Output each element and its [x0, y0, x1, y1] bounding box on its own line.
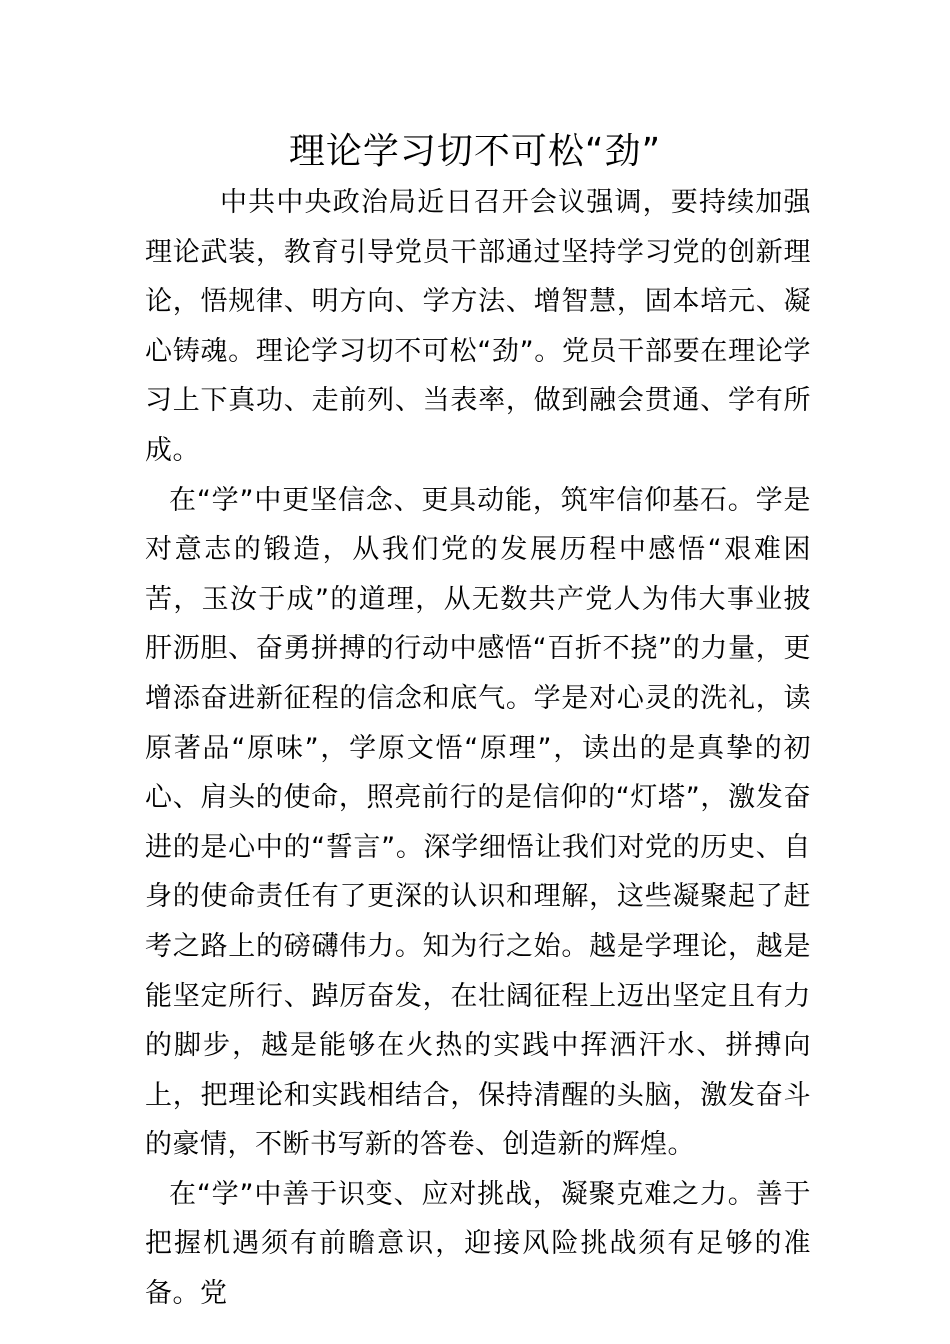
paragraph-challenge: 在“学”中善于识变、应对挑战，凝聚克难之力。善于把握机遇须有前瞻意识，迎接风险挑战须有足够的准备。党: [145, 1178, 811, 1310]
paragraph-intro: 中共中央政治局近日召开会议强调，要持续加强理论武装，教育引导党员干部通过坚持学习党的创新理论，悟规律、明方向、学方法、增智慧，固本培元、凝心铸魂。理论学习切不可松“劲”。党员干部要在理论学习上下真功、走前列、当表率，做到融会贯通、学有所成。: [145, 187, 811, 466]
document-title: 理论学习切不可松“劲”: [288, 131, 662, 172]
document-body: [145, 178, 811, 1319]
paragraph-belief: 在“学”中更坚信念、更具动能，筑牢信仰基石。学是对意志的锻造，从我们党的发展历程中感悟“艰难困苦，玉汝于成”的道理，从无数共产党人为伟大事业披肝沥胆、奋勇拼搏的行动中感悟“百折不挠”的力量，更增添奋进新征程的信念和底气。学是对心灵的洗礼，读原著品“原味”，学原文悟“原理”，读出的是真挚的初心、肩头的使命，照亮前行的是信仰的“灯塔”，激发奋进的是心中的“誓言”。深学细悟让我们对党的历史、自身的使命责任有了更深的认识和理解，这些凝聚起了赶考之路上的磅礴伟力。知为行之始。越是学理论，越是能坚定所行、踔厉奋发，在壮阔征程上迈出坚定且有力的脚步，越是能够在火热的实践中挥洒汗水、拼搏向上，把理论和实践相结合，保持清醒的头脑，激发奋斗的豪情，不断书写新的答卷、创造新的辉煌。: [145, 484, 811, 1161]
